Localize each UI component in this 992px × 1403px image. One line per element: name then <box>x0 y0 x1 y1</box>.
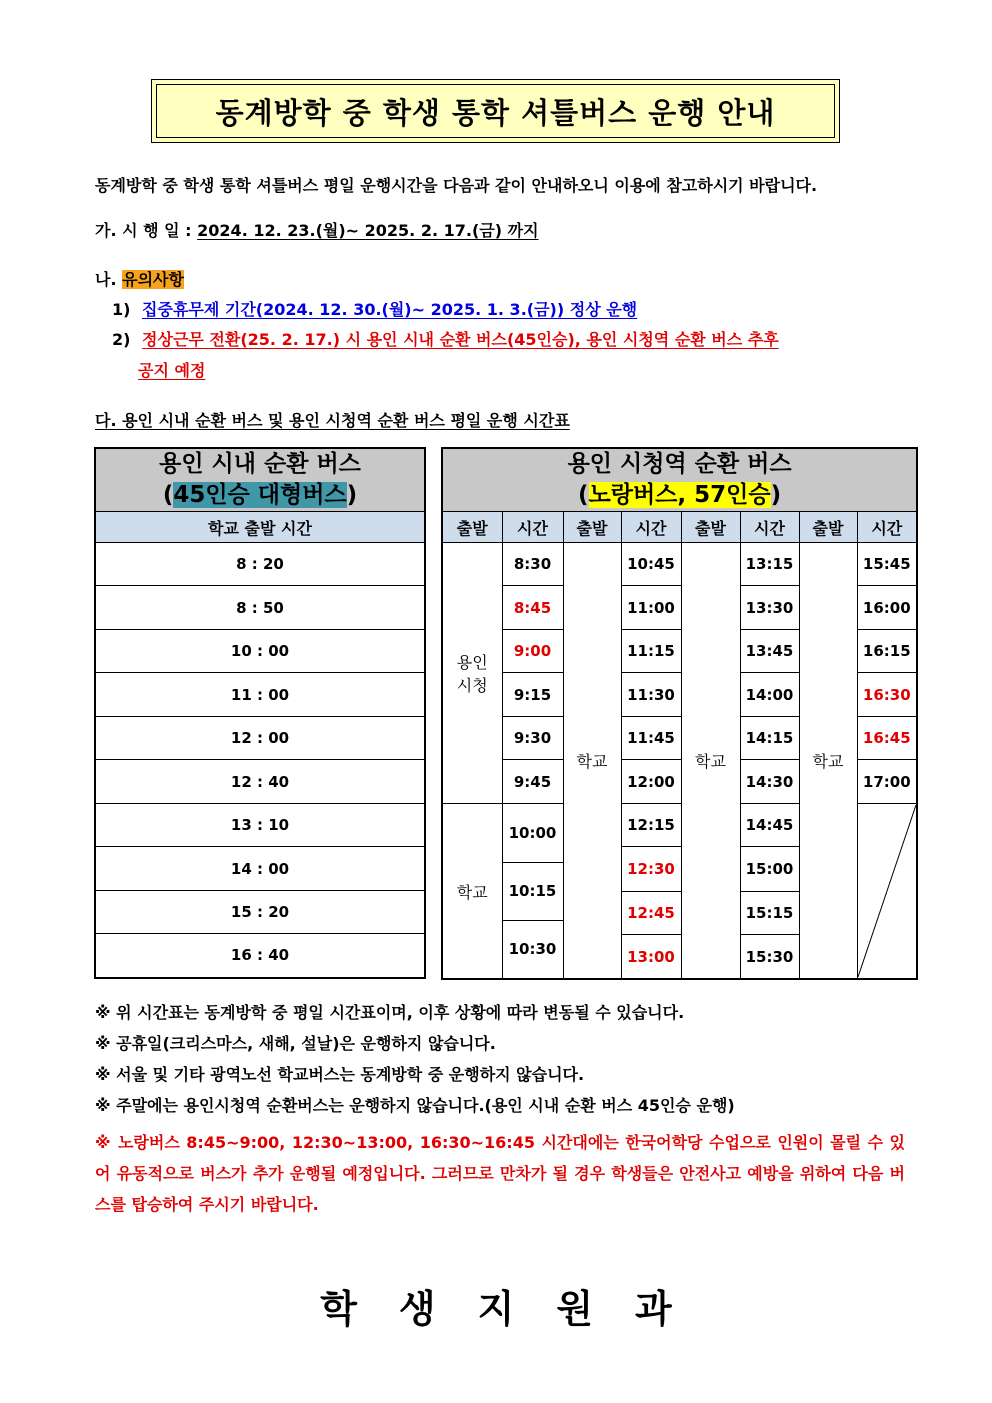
diagonal-line <box>858 805 918 977</box>
bus-time: 13:30 <box>740 586 799 630</box>
departure-time: 14 : 00 <box>95 847 425 891</box>
yongin-station-bus-table <box>441 447 918 980</box>
section-ga-value: 2024. 12. 23.(월)~ 2025. 2. 17.(금) 까지 <box>197 221 539 240</box>
bus-time: 9:15 <box>502 673 563 717</box>
bus-time: 16:00 <box>857 586 917 630</box>
departure-time: 8 : 50 <box>95 586 425 630</box>
header-time: 시간 <box>857 512 917 543</box>
left-table-title-cell <box>95 448 425 512</box>
section-ga-label: 가. 시 행 일 : <box>95 221 198 240</box>
right-table-title-cell <box>442 448 917 512</box>
bus-time: 10:30 <box>508 940 557 959</box>
notice-item-2-num: 2) <box>112 330 131 349</box>
departure-time: 12 : 40 <box>95 760 425 804</box>
bus-time: 10:15 <box>503 862 563 920</box>
yellow-bus-highlight: 노랑버스, 57인승 <box>588 482 771 508</box>
bus-time: 9:00 <box>502 630 563 673</box>
bus-time: 8:45 <box>502 586 563 630</box>
left-table-title: 용인 시내 순환 버스 <box>159 451 361 477</box>
bus-time: 16:30 <box>857 673 917 717</box>
depart-school: 학교 <box>442 804 502 980</box>
bus-time: 13:45 <box>740 630 799 673</box>
bus-time: 16:15 <box>857 630 917 673</box>
header-depart: 출발 <box>799 512 857 543</box>
departure-time: 12 : 00 <box>95 717 425 760</box>
header-time: 시간 <box>502 512 563 543</box>
bus-time: 12:15 <box>621 804 681 847</box>
bus-time: 10:45 <box>621 543 681 586</box>
notice-item-2-text: 정상근무 전환(25. 2. 17.) 시 용인 시내 순환 버스(45인승), 용인 시청역 순환 버스 추후 <box>142 330 779 349</box>
notice-item-1-num: 1) <box>112 300 131 319</box>
notice-item-1 <box>112 297 637 320</box>
header-depart: 출발 <box>681 512 740 543</box>
notice-highlight: 유의사항 <box>122 270 184 289</box>
bus-time: 11:30 <box>621 673 681 717</box>
depart-school: 학교 <box>799 543 857 980</box>
bus-time: 11:00 <box>621 586 681 630</box>
section-da: 다. 용인 시내 순환 버스 및 용인 시청역 순환 버스 평일 운행 시간표 <box>95 411 570 430</box>
departure-time: 10 : 00 <box>95 630 425 673</box>
depart-school: 학교 <box>681 543 740 980</box>
bus-time-span <box>502 804 563 980</box>
footer-department: 학생지원과 <box>320 1287 714 1331</box>
header-depart: 출발 <box>442 512 502 543</box>
bus-time: 11:15 <box>621 630 681 673</box>
header-time: 시간 <box>621 512 681 543</box>
section-na-label: 나. <box>95 270 123 289</box>
notice-item-2-cont: 공지 예정 <box>138 361 206 380</box>
bus-time: 14:15 <box>740 717 799 760</box>
notice-item-2 <box>112 327 779 350</box>
bus-time: 12:45 <box>621 891 681 934</box>
left-table-subtitle: (45인승 대형버스) <box>162 482 358 508</box>
bus-time: 12:00 <box>621 760 681 804</box>
bus-time: 9:45 <box>502 760 563 804</box>
depart-school: 학교 <box>563 543 621 980</box>
bus-time: 11:45 <box>621 717 681 760</box>
bus-time: 17:00 <box>857 760 917 804</box>
departure-time: 13 : 10 <box>95 804 425 847</box>
bus-time: 15:45 <box>857 543 917 586</box>
bus-time: 13:15 <box>740 543 799 586</box>
bus-time: 14:45 <box>740 804 799 847</box>
section-ga <box>95 218 539 241</box>
intro-text: 동계방학 중 학생 통학 셔틀버스 평일 운행시간을 다음과 같이 안내하오니 이용에 참고하시기 바랍니다. <box>95 176 818 195</box>
note-3: ※ 서울 및 기타 광역노선 학교버스는 동계방학 중 운행하지 않습니다. <box>95 1065 585 1084</box>
bus-time: 14:00 <box>740 673 799 717</box>
bus-time: 16:45 <box>857 717 917 760</box>
header-time: 시간 <box>740 512 799 543</box>
lower-times-subtable <box>503 804 563 978</box>
departure-time: 16 : 40 <box>95 934 425 978</box>
left-table-header: 학교 출발 시간 <box>95 512 425 543</box>
bus-time: 10:00 <box>503 804 563 862</box>
depart-yongin-city-hall: 용인 시청 <box>442 543 502 804</box>
bus-time: 12:30 <box>621 847 681 891</box>
note-1: ※ 위 시간표는 동계방학 중 평일 시간표이며, 이후 상황에 따라 변동될 수 있습니다. <box>95 1003 685 1022</box>
yongin-city-bus-table <box>94 447 426 979</box>
bus-time: 15:15 <box>740 891 799 934</box>
departure-time: 15 : 20 <box>95 891 425 934</box>
section-na <box>95 267 184 290</box>
empty-slot <box>857 804 917 980</box>
note-2: ※ 공휴일(크리스마스, 새해, 설날)은 운행하지 않습니다. <box>95 1034 496 1053</box>
departure-time: 11 : 00 <box>95 673 425 717</box>
page-title: 동계방학 중 학생 통학 셔틀버스 운행 안내 <box>156 84 835 138</box>
right-table-title: 용인 시청역 순환 버스 <box>567 451 792 477</box>
header-depart: 출발 <box>563 512 621 543</box>
bus-time: 8:30 <box>502 543 563 586</box>
bus-time: 13:00 <box>621 935 681 979</box>
bus-time: 15:00 <box>740 847 799 891</box>
notice-item-1-text: 집중휴무제 기간(2024. 12. 30.(월)~ 2025. 1. 3.(금)) 정상 운행 <box>142 300 638 319</box>
departure-time: 8 : 20 <box>95 543 425 586</box>
note-4: ※ 주말에는 용인시청역 순환버스는 운행하지 않습니다.(용인 시내 순환 버스 45인승 운행) <box>95 1096 735 1115</box>
notes <box>95 1003 905 1220</box>
note-5: ※ 노랑버스 8:45~9:00, 12:30~13:00, 16:30~16:45 시간대에는 한국어학당 수업으로 인원이 몰릴 수 있어 유동적으로 버스가 추가 운행될 예정입니다. 그러므로 만차가 될 경우 학생들은 안전사고 예방을 위하여 다음 버스를 탑승하여 주시기 바랍니다. <box>95 1133 905 1214</box>
bus-time: 14:30 <box>740 760 799 804</box>
title-box <box>151 79 840 143</box>
right-table-subtitle: (노랑버스, 57인승) <box>578 482 782 508</box>
bus-time: 9:30 <box>502 717 563 760</box>
bus-time: 15:30 <box>740 935 799 979</box>
bus-type-highlight: 45인승 대형버스 <box>173 482 347 508</box>
